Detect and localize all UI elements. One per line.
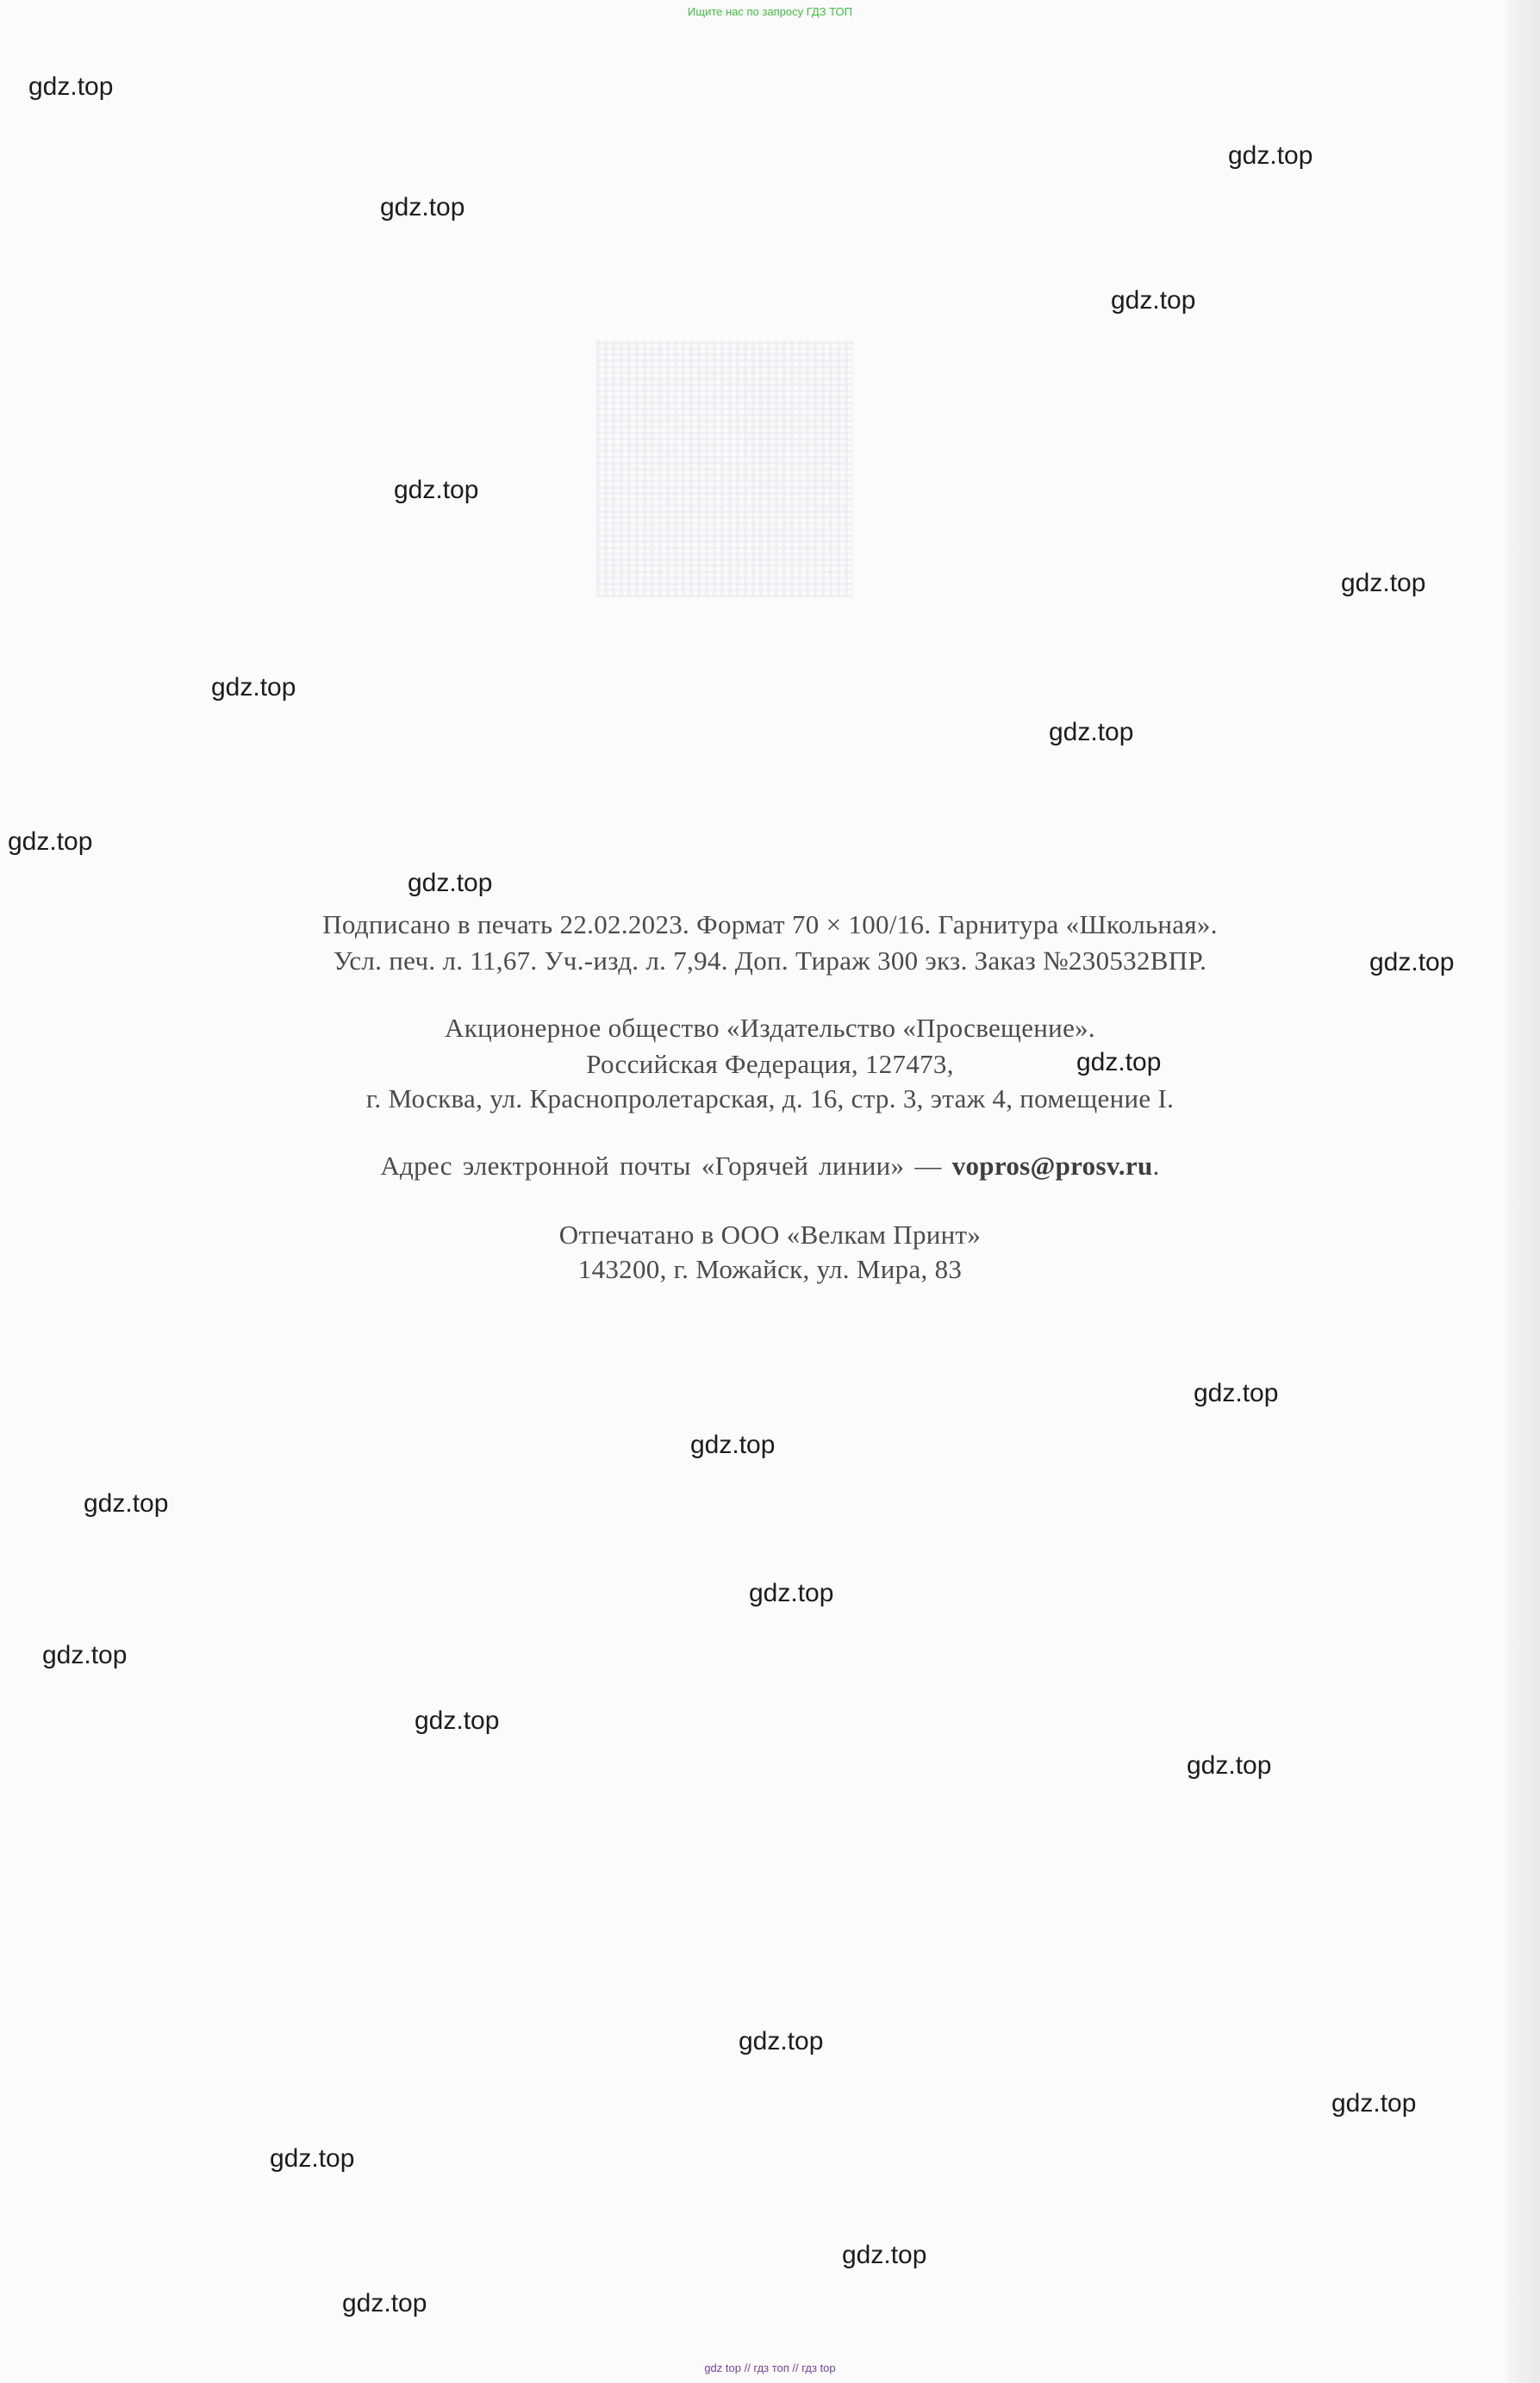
bottom-footer[interactable]: gdz top // гдз топ // гдз top bbox=[704, 2361, 836, 2374]
faded-qr-code bbox=[596, 340, 853, 597]
watermark: gdz.top bbox=[42, 1641, 128, 1669]
watermark: gdz.top bbox=[690, 1431, 776, 1459]
watermark: gdz.top bbox=[842, 2241, 927, 2269]
watermark: gdz.top bbox=[1331, 2089, 1417, 2118]
colophon-sheets-line: Усл. печ. л. 11,67. Уч.-изд. л. 7,94. Доп. Тираж 300 экз. Заказ №230532ВПР. bbox=[333, 945, 1207, 976]
colophon-signed-line: Подписано в печать 22.02.2023. Формат 70 × 100/16. Гарнитура «Школьная». bbox=[322, 909, 1218, 939]
publisher-country: Российская Федерация, 127473, bbox=[586, 1049, 954, 1079]
printer-name: Отпечатано в ООО «Велкам Принт» bbox=[558, 1220, 982, 1250]
hotline-label: Адрес электронной почты «Горячей линии» — bbox=[380, 1151, 952, 1181]
hotline-line bbox=[0, 1152, 1540, 1179]
hotline-email[interactable]: vopros@prosv.ru bbox=[951, 1151, 1153, 1181]
watermark: gdz.top bbox=[1341, 569, 1426, 597]
watermark: gdz.top bbox=[270, 2144, 355, 2173]
hotline-period: . bbox=[1152, 1151, 1160, 1181]
page-edge-shadow bbox=[1507, 0, 1540, 2383]
publisher-name: Акционерное общество «Издательство «Просвещение». bbox=[445, 1013, 1095, 1043]
watermark: gdz.top bbox=[408, 869, 493, 897]
watermark: gdz.top bbox=[415, 1706, 500, 1735]
publisher-address: г. Москва, ул. Краснопролетарская, д. 16, стр. 3, этаж 4, помещение I. bbox=[365, 1083, 1175, 1114]
watermark: gdz.top bbox=[8, 827, 93, 856]
watermark: gdz.top bbox=[1111, 286, 1196, 315]
top-banner[interactable]: Ищите нас по запросу ГДЗ ТОП bbox=[688, 5, 852, 18]
watermark: gdz.top bbox=[1049, 718, 1134, 746]
watermark: gdz.top bbox=[394, 476, 479, 504]
printer-address: 143200, г. Можайск, ул. Мира, 83 bbox=[577, 1254, 963, 1284]
watermark: gdz.top bbox=[342, 2289, 427, 2317]
watermark: gdz.top bbox=[1369, 948, 1455, 976]
watermark: gdz.top bbox=[211, 673, 296, 702]
watermark: gdz.top bbox=[1228, 141, 1313, 170]
watermark: gdz.top bbox=[749, 1579, 834, 1607]
watermark: gdz.top bbox=[84, 1489, 169, 1518]
watermark: gdz.top bbox=[1194, 1379, 1279, 1407]
watermark: gdz.top bbox=[28, 72, 114, 101]
watermark: gdz.top bbox=[380, 193, 465, 221]
watermark: gdz.top bbox=[1076, 1048, 1162, 1076]
watermark: gdz.top bbox=[1187, 1751, 1272, 1780]
watermark: gdz.top bbox=[739, 2027, 824, 2055]
